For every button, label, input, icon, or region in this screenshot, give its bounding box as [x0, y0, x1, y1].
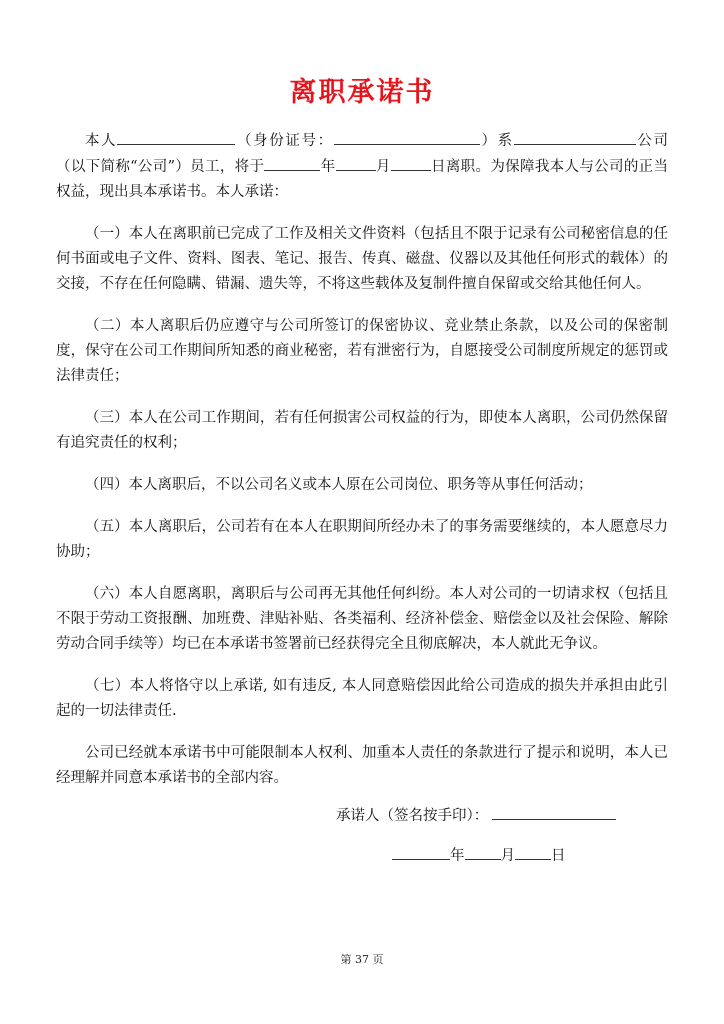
- date-day-blank: [515, 843, 551, 860]
- signature-blank: [492, 803, 616, 820]
- date-year-blank: [392, 843, 450, 860]
- clause-4: （四）本人离职后，不以公司名义或本人原在公司岗位、职务等从事任何活动；: [85, 477, 593, 493]
- date-day: 日: [551, 848, 566, 864]
- clause-1: （一）本人在离职前已完成了工作及相关文件资料（包括且不限于记录有公司秘密信息的任何书面或电子文件、资料、图表、笔记、报告、传真、磁盘、仪器以及其他任何形式的载体）的交接，不存在任何隐瞒、错漏、遗失等，不将这些载体及复制件擅自保留或交给其他任何人。: [56, 226, 668, 292]
- intro-company: 公司: [635, 133, 669, 149]
- date-month: 月: [500, 848, 515, 864]
- intro-idcard-close: ）系: [479, 133, 514, 149]
- intro-abbr: （以下简称“公司”）员工，将于: [56, 159, 265, 175]
- month-blank: [336, 154, 376, 171]
- date-month-blank: [465, 843, 501, 860]
- clause-2: （二）本人离职后仍应遵守与公司所签订的保密协议、竞业禁止条款，以及公司的保密制度，保守在公司工作期间所知悉的商业秘密，若有泄密行为，自愿接受公司制度所规定的惩罚或法律责任；: [56, 318, 668, 384]
- closing-paragraph: 公司已经就本承诺书中可能限制本人权利、加重本人责任的条款进行了提示和说明，本人已经理解并同意本承诺书的全部内容。: [56, 745, 668, 786]
- intro-benren: 本人: [85, 133, 118, 149]
- year-blank: [264, 154, 320, 171]
- signature-label: 承诺人（签名按手印）：: [336, 808, 489, 824]
- document-body: [56, 128, 668, 791]
- clause-7: （七）本人将恪守以上承诺, 如有违反, 本人同意赔偿因此给公司造成的损失并承担由此引起的一切法律责任.: [56, 678, 668, 719]
- clause-3: （三）本人在公司工作期间，若有任何损害公司权益的行为，即使本人离职，公司仍然保留有追究责任的权利；: [56, 410, 668, 451]
- date-line: [392, 843, 566, 865]
- name-blank: [117, 128, 235, 145]
- intro-day-rest: 日离职。为保障我本人与公司的正当权益，现出具本承诺书。本人承诺：: [56, 159, 669, 200]
- clause-5: （五）本人离职后，公司若有在本人在职期间所经办未了的事务需要继续的，本人愿意尽力协助；: [56, 519, 668, 560]
- intro-idcard-open: （身份证号：: [235, 133, 334, 149]
- intro-year: 年: [320, 159, 336, 175]
- company-blank: [514, 128, 636, 145]
- intro-paragraph: [56, 128, 668, 205]
- signature-line: [336, 803, 616, 825]
- date-year: 年: [450, 848, 465, 864]
- clause-6: （六）本人自愿离职，离职后与公司再无其他任何纠纷。本人对公司的一切请求权（包括且不限于劳动工资报酬、加班费、津贴补贴、各类福利、经济补偿金、赔偿金以及社会保险、解除劳动合同手续等）均已在本承诺书签署前已经获得完全且彻底解决，本人就此无争议。: [56, 586, 668, 652]
- page-number: 第 37 页: [340, 953, 384, 966]
- intro-month: 月: [375, 159, 391, 175]
- document-title: 离职承诺书: [289, 77, 435, 108]
- idcard-blank: [334, 128, 480, 145]
- day-blank: [391, 154, 431, 171]
